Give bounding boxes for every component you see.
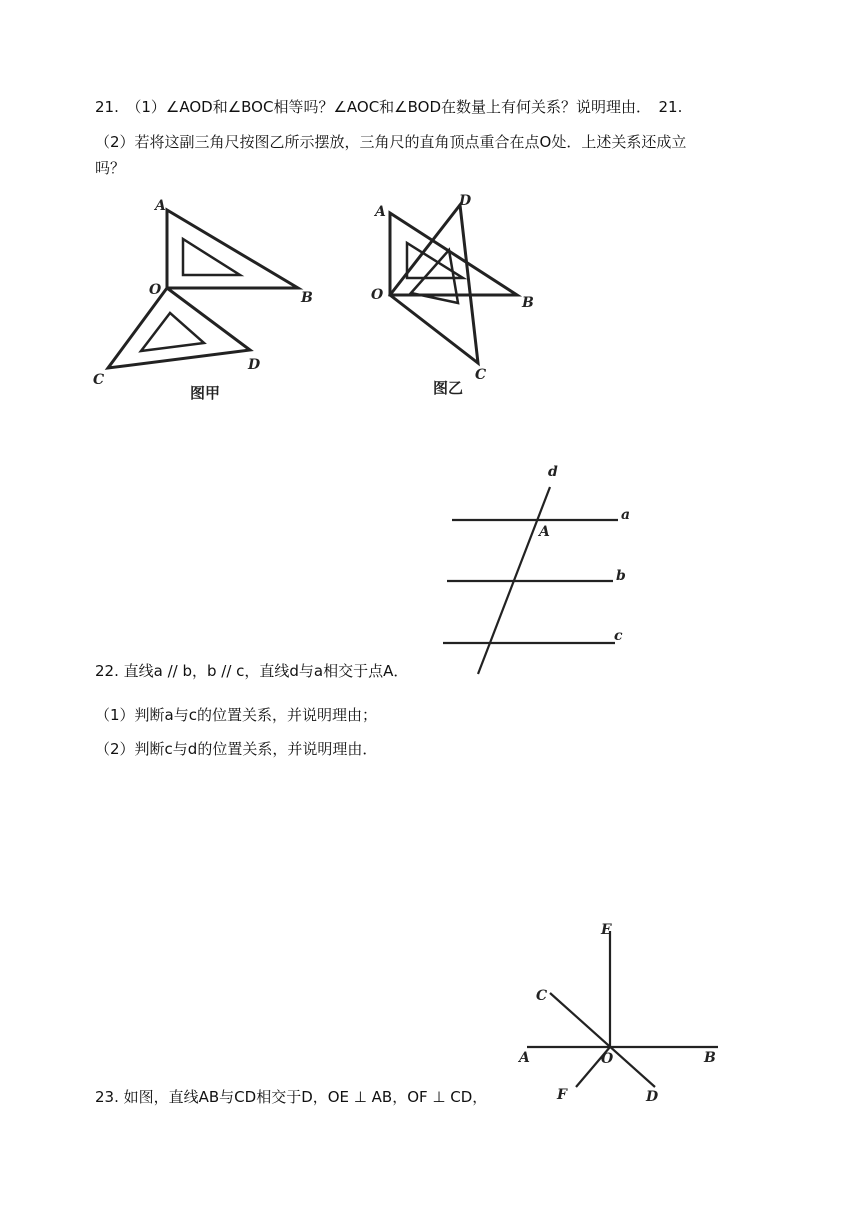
label-F: F bbox=[557, 1087, 567, 1103]
label-c: c bbox=[614, 628, 623, 644]
label-D: D bbox=[646, 1089, 659, 1105]
q21-line2: （2）若将这副三角尺按图乙所示摆放，三角尺的直角顶点重合在点O处．上述关系还成立 bbox=[95, 133, 687, 151]
label-E: E bbox=[601, 922, 612, 938]
figure-parallel-lines bbox=[440, 460, 640, 680]
q23-stem: 23. 如图，直线AB与CD相交于D，OE ⊥ AB，OF ⊥ CD， bbox=[95, 1088, 488, 1106]
label-D: D bbox=[459, 193, 472, 209]
label-A: A bbox=[539, 524, 550, 540]
figure-perpendicular bbox=[512, 915, 742, 1115]
caption-jia: 图甲 bbox=[190, 384, 221, 402]
q21-line3: 吗？ bbox=[95, 159, 126, 177]
label-O: O bbox=[601, 1051, 614, 1067]
label-B: B bbox=[522, 295, 534, 311]
label-a: a bbox=[621, 507, 631, 523]
label-O: O bbox=[149, 282, 162, 298]
q22-stem: 22. 直线a // b，b // c，直线d与a相交于点A． bbox=[95, 662, 409, 680]
label-A: A bbox=[155, 198, 166, 214]
q22-part1: （1）判断a与c的位置关系，并说明理由； bbox=[95, 706, 377, 724]
label-D: D bbox=[248, 357, 261, 373]
q22-part2: （2）判断c与d的位置关系，并说明理由． bbox=[95, 740, 378, 758]
label-A: A bbox=[519, 1050, 530, 1066]
figure-jia bbox=[85, 190, 325, 410]
label-b: b bbox=[616, 568, 626, 584]
label-C: C bbox=[475, 367, 487, 383]
label-C: C bbox=[536, 988, 548, 1004]
caption-yi: 图乙 bbox=[433, 379, 464, 397]
label-A: A bbox=[375, 204, 386, 220]
label-O: O bbox=[371, 287, 384, 303]
label-B: B bbox=[704, 1050, 716, 1066]
label-C: C bbox=[93, 372, 105, 388]
label-B: B bbox=[301, 290, 313, 306]
label-d: d bbox=[548, 464, 558, 480]
figure-yi bbox=[365, 185, 565, 405]
q21-line1: 21. （1）∠AOD和∠BOC相等吗？∠AOC和∠BOD在数量上有何关系？说明理由． 21. bbox=[95, 98, 683, 116]
